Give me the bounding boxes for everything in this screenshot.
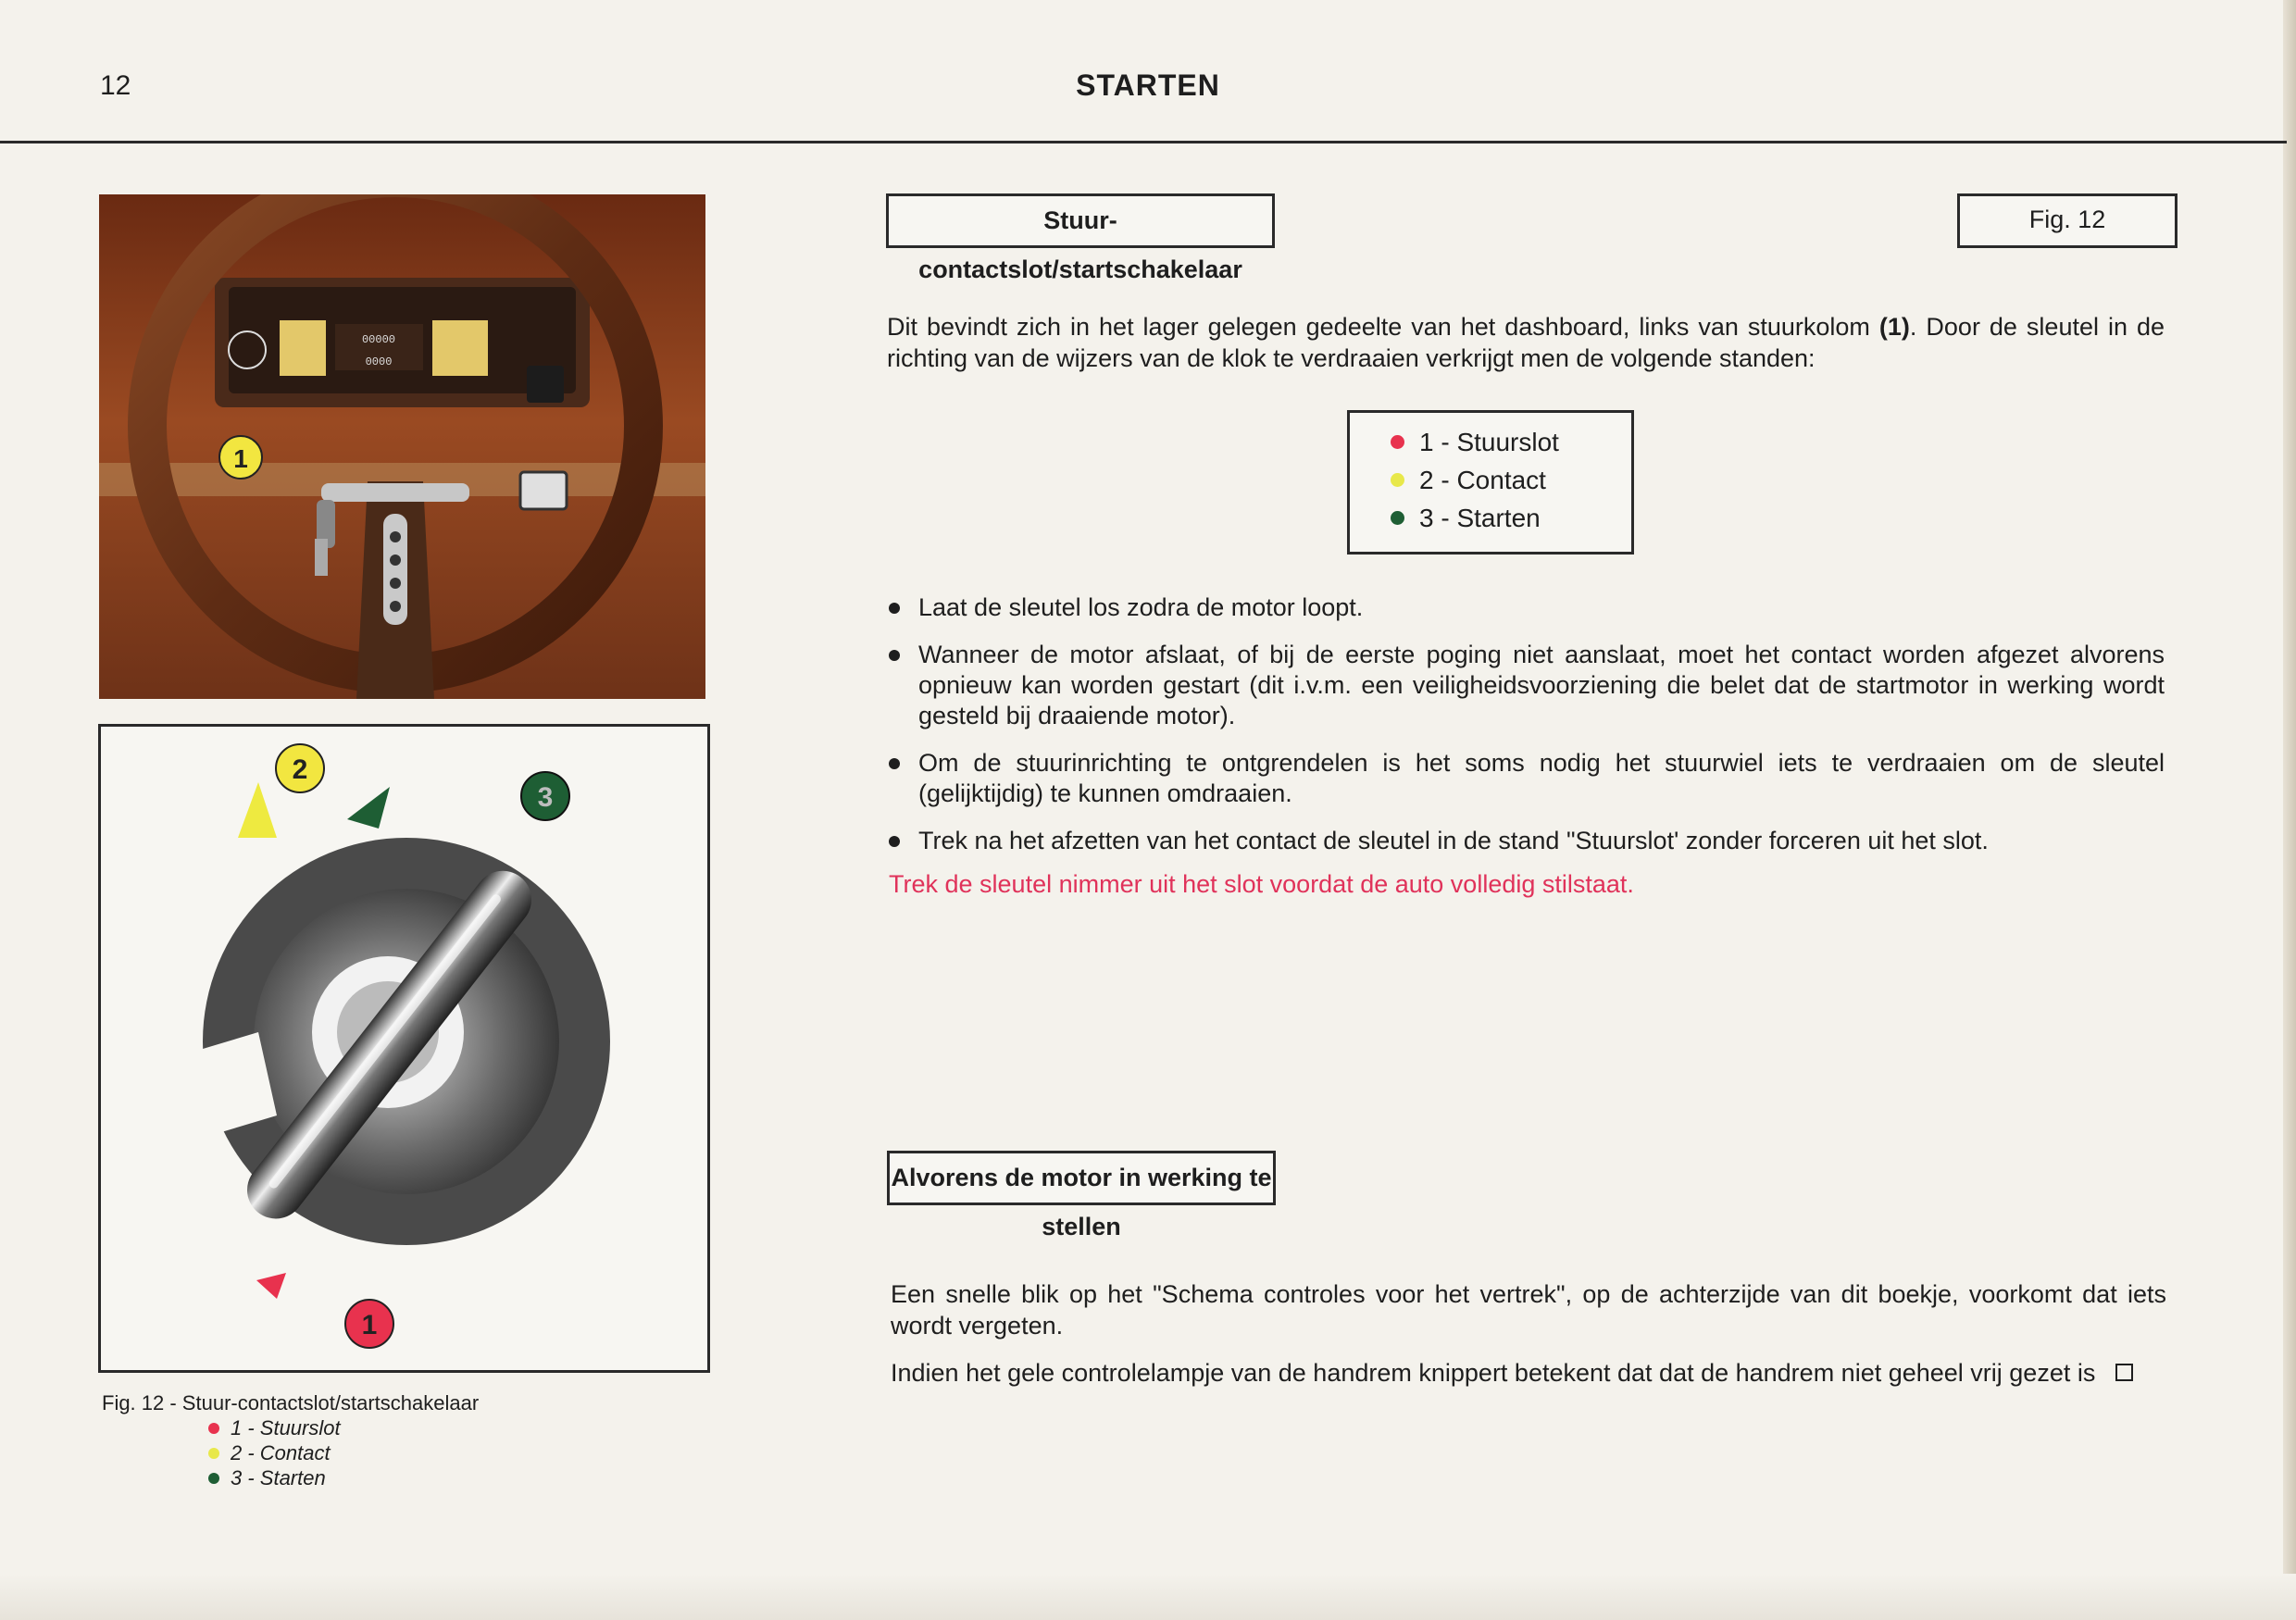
- list-item: Om de stuurinrichting te ontgrendelen is het soms nodig het stuurwiel iets te verdraaien om de sleutel (gelijktijdig) te kunnen omdraaien.: [887, 748, 2165, 809]
- page-edge: [2283, 0, 2296, 1620]
- list-item: Trek na het afzetten van het contact de sleutel in de stand "Stuurslot' zonder forceren uit het slot.: [887, 826, 2165, 856]
- intro-bold-ref: (1): [1878, 313, 1910, 341]
- positions-legend: [1347, 410, 1634, 555]
- legend-item-3: [1391, 500, 1541, 537]
- wheel-hub-bar: [321, 483, 469, 502]
- gauge-right: [432, 320, 488, 376]
- ignition-diagram: [98, 724, 710, 1373]
- dashboard-photo: [99, 194, 705, 699]
- figure-caption: [102, 1390, 479, 1490]
- display-digits-b: 0000: [365, 355, 393, 368]
- handbrake-paragraph: [891, 1357, 2166, 1389]
- green-dot-icon: [208, 1473, 219, 1484]
- section-title-ignition: Stuur-contactslot/startschakelaar: [886, 193, 1275, 248]
- page-bottom-shadow: [0, 1574, 2296, 1620]
- caption-item-1: [102, 1415, 479, 1440]
- red-dot-icon: [1391, 435, 1404, 449]
- horn-dot-1: [390, 531, 401, 542]
- list-item: Wanneer de motor afslaat, of bij de eerste poging niet aanslaat, moet het contact worden afgezet alvorens opnieuw kan worden gestart (dit i.v.m. een veiligheidsvoorziening die belet dat de startmotor in werking wordt gesteld bij draaiende motor).: [887, 640, 2165, 731]
- dashboard-illustration: [99, 194, 705, 699]
- figure-reference: Fig. 12: [1957, 193, 2177, 248]
- checklist-paragraph: Een snelle blik op het "Schema controles voor het vertrek", op de achterzijde van dit boekje, voorkomt dat iets wordt vergeten.: [891, 1280, 2166, 1340]
- ignition-key: [315, 539, 328, 576]
- marker-2-label: 2: [292, 754, 308, 785]
- marker-3-label: 3: [537, 782, 554, 813]
- arrow-position-1: [256, 1273, 286, 1299]
- side-switch: [527, 366, 564, 403]
- legend-item-1: [1391, 424, 1559, 461]
- header-divider: [0, 141, 2287, 143]
- page-number: 12: [100, 70, 131, 101]
- intro-paragraph: [887, 311, 2165, 374]
- marker-1-label: 1: [361, 1310, 378, 1340]
- caption-item-3: [102, 1465, 479, 1490]
- horn-dot-3: [390, 578, 401, 589]
- arrow-position-3: [347, 787, 390, 829]
- caption-title: Fig. 12 - Stuur-contactslot/startschakelaar: [102, 1391, 480, 1414]
- section-title-before-start: Alvorens de motor in werking te stellen: [887, 1151, 1276, 1205]
- caption-item-2: [102, 1440, 479, 1465]
- intro-text-start: Dit bevindt zich in het lager gelegen gedeelte van het dashboard, links van stuurkolom: [887, 313, 1879, 341]
- clock-dial: [229, 331, 266, 368]
- red-dot-icon: [208, 1423, 219, 1434]
- horn-dot-2: [390, 555, 401, 566]
- legend-item-1-text: 1 - Stuurslot: [1419, 428, 1559, 456]
- legend-item-3-text: 3 - Starten: [1419, 504, 1541, 532]
- yellow-dot-icon: [208, 1448, 219, 1459]
- page-title: STARTEN: [1076, 69, 1220, 102]
- warning-text: Trek de sleutel nimmer uit het slot voordat de auto volledig stilstaat.: [889, 870, 1634, 898]
- instructions-list: [887, 592, 2165, 873]
- handbrake-text: Indien het gele controlelampje van de handrem knippert betekent dat dat de handrem niet geheel vrij gezet is: [891, 1359, 2096, 1387]
- caption-item-2-text: 2 - Contact: [231, 1441, 331, 1464]
- intro-text-end: . Door de sleutel in de richting van de wijzers van de klok te verdraaien verkrijgt men de volgende standen:: [887, 313, 2165, 372]
- horn-dot-4: [390, 601, 401, 612]
- list-item: Laat de sleutel los zodra de motor loopt.: [887, 592, 2165, 623]
- yellow-dot-icon: [1391, 473, 1404, 487]
- marker-1-photo-label: 1: [233, 444, 248, 473]
- green-dot-icon: [1391, 511, 1404, 525]
- gauge-left: [280, 320, 326, 376]
- display-digits-a: 00000: [361, 333, 396, 346]
- legend-item-2: [1391, 462, 1546, 499]
- hazard-switch: [520, 472, 567, 509]
- ignition-switch-illustration: [101, 727, 707, 1370]
- arrow-position-2: [238, 782, 277, 838]
- caption-item-1-text: 1 - Stuurslot: [231, 1416, 341, 1439]
- legend-item-2-text: 2 - Contact: [1419, 466, 1546, 494]
- checkbox-square-icon: [2115, 1364, 2133, 1381]
- caption-item-3-text: 3 - Starten: [231, 1466, 326, 1489]
